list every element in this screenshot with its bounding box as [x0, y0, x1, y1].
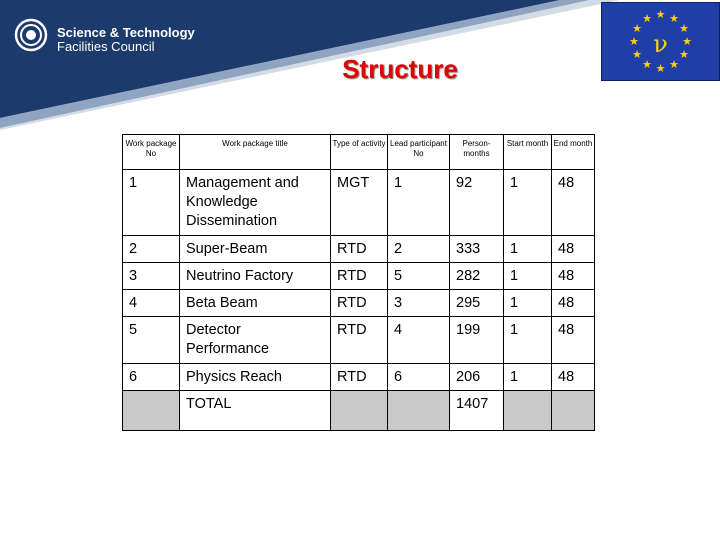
table-row	[123, 236, 595, 263]
cell-person-months: 92	[450, 170, 504, 236]
cell-wp-no: 4	[123, 290, 180, 317]
cell-wp-no: 1	[123, 170, 180, 236]
cell-end-month: 48	[552, 290, 595, 317]
cell-wp-title: Management and Knowledge Dissemination	[180, 170, 331, 236]
svg-text:★: ★	[669, 58, 679, 71]
table-row	[123, 317, 595, 364]
cell-person-months: 199	[450, 317, 504, 364]
svg-text:★: ★	[679, 48, 689, 61]
svg-text:★: ★	[642, 12, 652, 25]
cell-wp-no: 3	[123, 263, 180, 290]
cell-lead-participant: 5	[388, 263, 450, 290]
cell-wp-title: Physics Reach	[180, 364, 331, 391]
cell-lead-participant: 2	[388, 236, 450, 263]
table-total-row	[123, 391, 595, 431]
header-end-month: End month	[552, 135, 595, 170]
svg-text:★: ★	[655, 8, 666, 21]
cell-end-month: 48	[552, 236, 595, 263]
logo-line-1: Science & Technology	[57, 25, 195, 40]
cell-total-empty	[552, 391, 595, 431]
cell-start-month: 1	[504, 317, 552, 364]
cell-person-months: 295	[450, 290, 504, 317]
cell-lead-participant: 4	[388, 317, 450, 364]
page-title: Structure	[342, 54, 458, 84]
cell-start-month: 1	[504, 290, 552, 317]
logo-line-2: Facilities Council	[57, 39, 155, 54]
cell-total-label: TOTAL	[180, 391, 331, 431]
cell-start-month: 1	[504, 263, 552, 290]
cell-start-month: 1	[504, 364, 552, 391]
cell-wp-title: Neutrino Factory	[180, 263, 331, 290]
cell-start-month: 1	[504, 170, 552, 236]
header-lead-participant: Lead participant No	[388, 135, 450, 170]
cell-total-empty	[123, 391, 180, 431]
cell-activity-type: MGT	[331, 170, 388, 236]
cell-wp-no: 2	[123, 236, 180, 263]
cell-person-months: 206	[450, 364, 504, 391]
cell-person-months: 333	[450, 236, 504, 263]
work-package-table	[122, 134, 595, 431]
table-row	[123, 263, 595, 290]
cell-total-empty	[331, 391, 388, 431]
table-row	[123, 364, 595, 391]
header-person-months: Person-months	[450, 135, 504, 170]
svg-text:★: ★	[679, 22, 689, 35]
svg-text:★: ★	[682, 35, 692, 48]
header-wp-no: Work package No	[123, 135, 180, 170]
cell-activity-type: RTD	[331, 236, 388, 263]
cell-wp-no: 6	[123, 364, 180, 391]
cell-wp-title: Beta Beam	[180, 290, 331, 317]
table-header-row	[123, 135, 595, 170]
svg-text:★: ★	[629, 35, 639, 48]
cell-end-month: 48	[552, 364, 595, 391]
cell-activity-type: RTD	[331, 317, 388, 364]
cell-lead-participant: 3	[388, 290, 450, 317]
header-start-month: Start month	[504, 135, 552, 170]
cell-wp-no: 5	[123, 317, 180, 364]
nu-symbol: ν	[653, 30, 668, 58]
cell-activity-type: RTD	[331, 364, 388, 391]
cell-lead-participant: 6	[388, 364, 450, 391]
cell-wp-title: Super-Beam	[180, 236, 331, 263]
svg-text:★: ★	[632, 22, 642, 35]
svg-text:★: ★	[632, 48, 642, 61]
svg-text:★: ★	[655, 62, 666, 75]
cell-lead-participant: 1	[388, 170, 450, 236]
table-row	[123, 290, 595, 317]
cell-total-empty	[388, 391, 450, 431]
cell-person-months: 282	[450, 263, 504, 290]
header-wp-title: Work package title	[180, 135, 331, 170]
cell-activity-type: RTD	[331, 263, 388, 290]
table-row	[123, 170, 595, 236]
header-activity-type: Type of activity	[331, 135, 388, 170]
cell-total-person-months: 1407	[450, 391, 504, 431]
cell-wp-title: Detector Performance	[180, 317, 331, 364]
cell-end-month: 48	[552, 170, 595, 236]
cell-total-empty	[504, 391, 552, 431]
stfc-logo-text	[57, 26, 195, 54]
svg-text:★: ★	[669, 12, 679, 25]
cell-activity-type: RTD	[331, 290, 388, 317]
stfc-logo-icon	[14, 18, 48, 52]
cell-start-month: 1	[504, 236, 552, 263]
svg-text:★: ★	[642, 58, 652, 71]
cell-end-month: 48	[552, 317, 595, 364]
cell-end-month: 48	[552, 263, 595, 290]
